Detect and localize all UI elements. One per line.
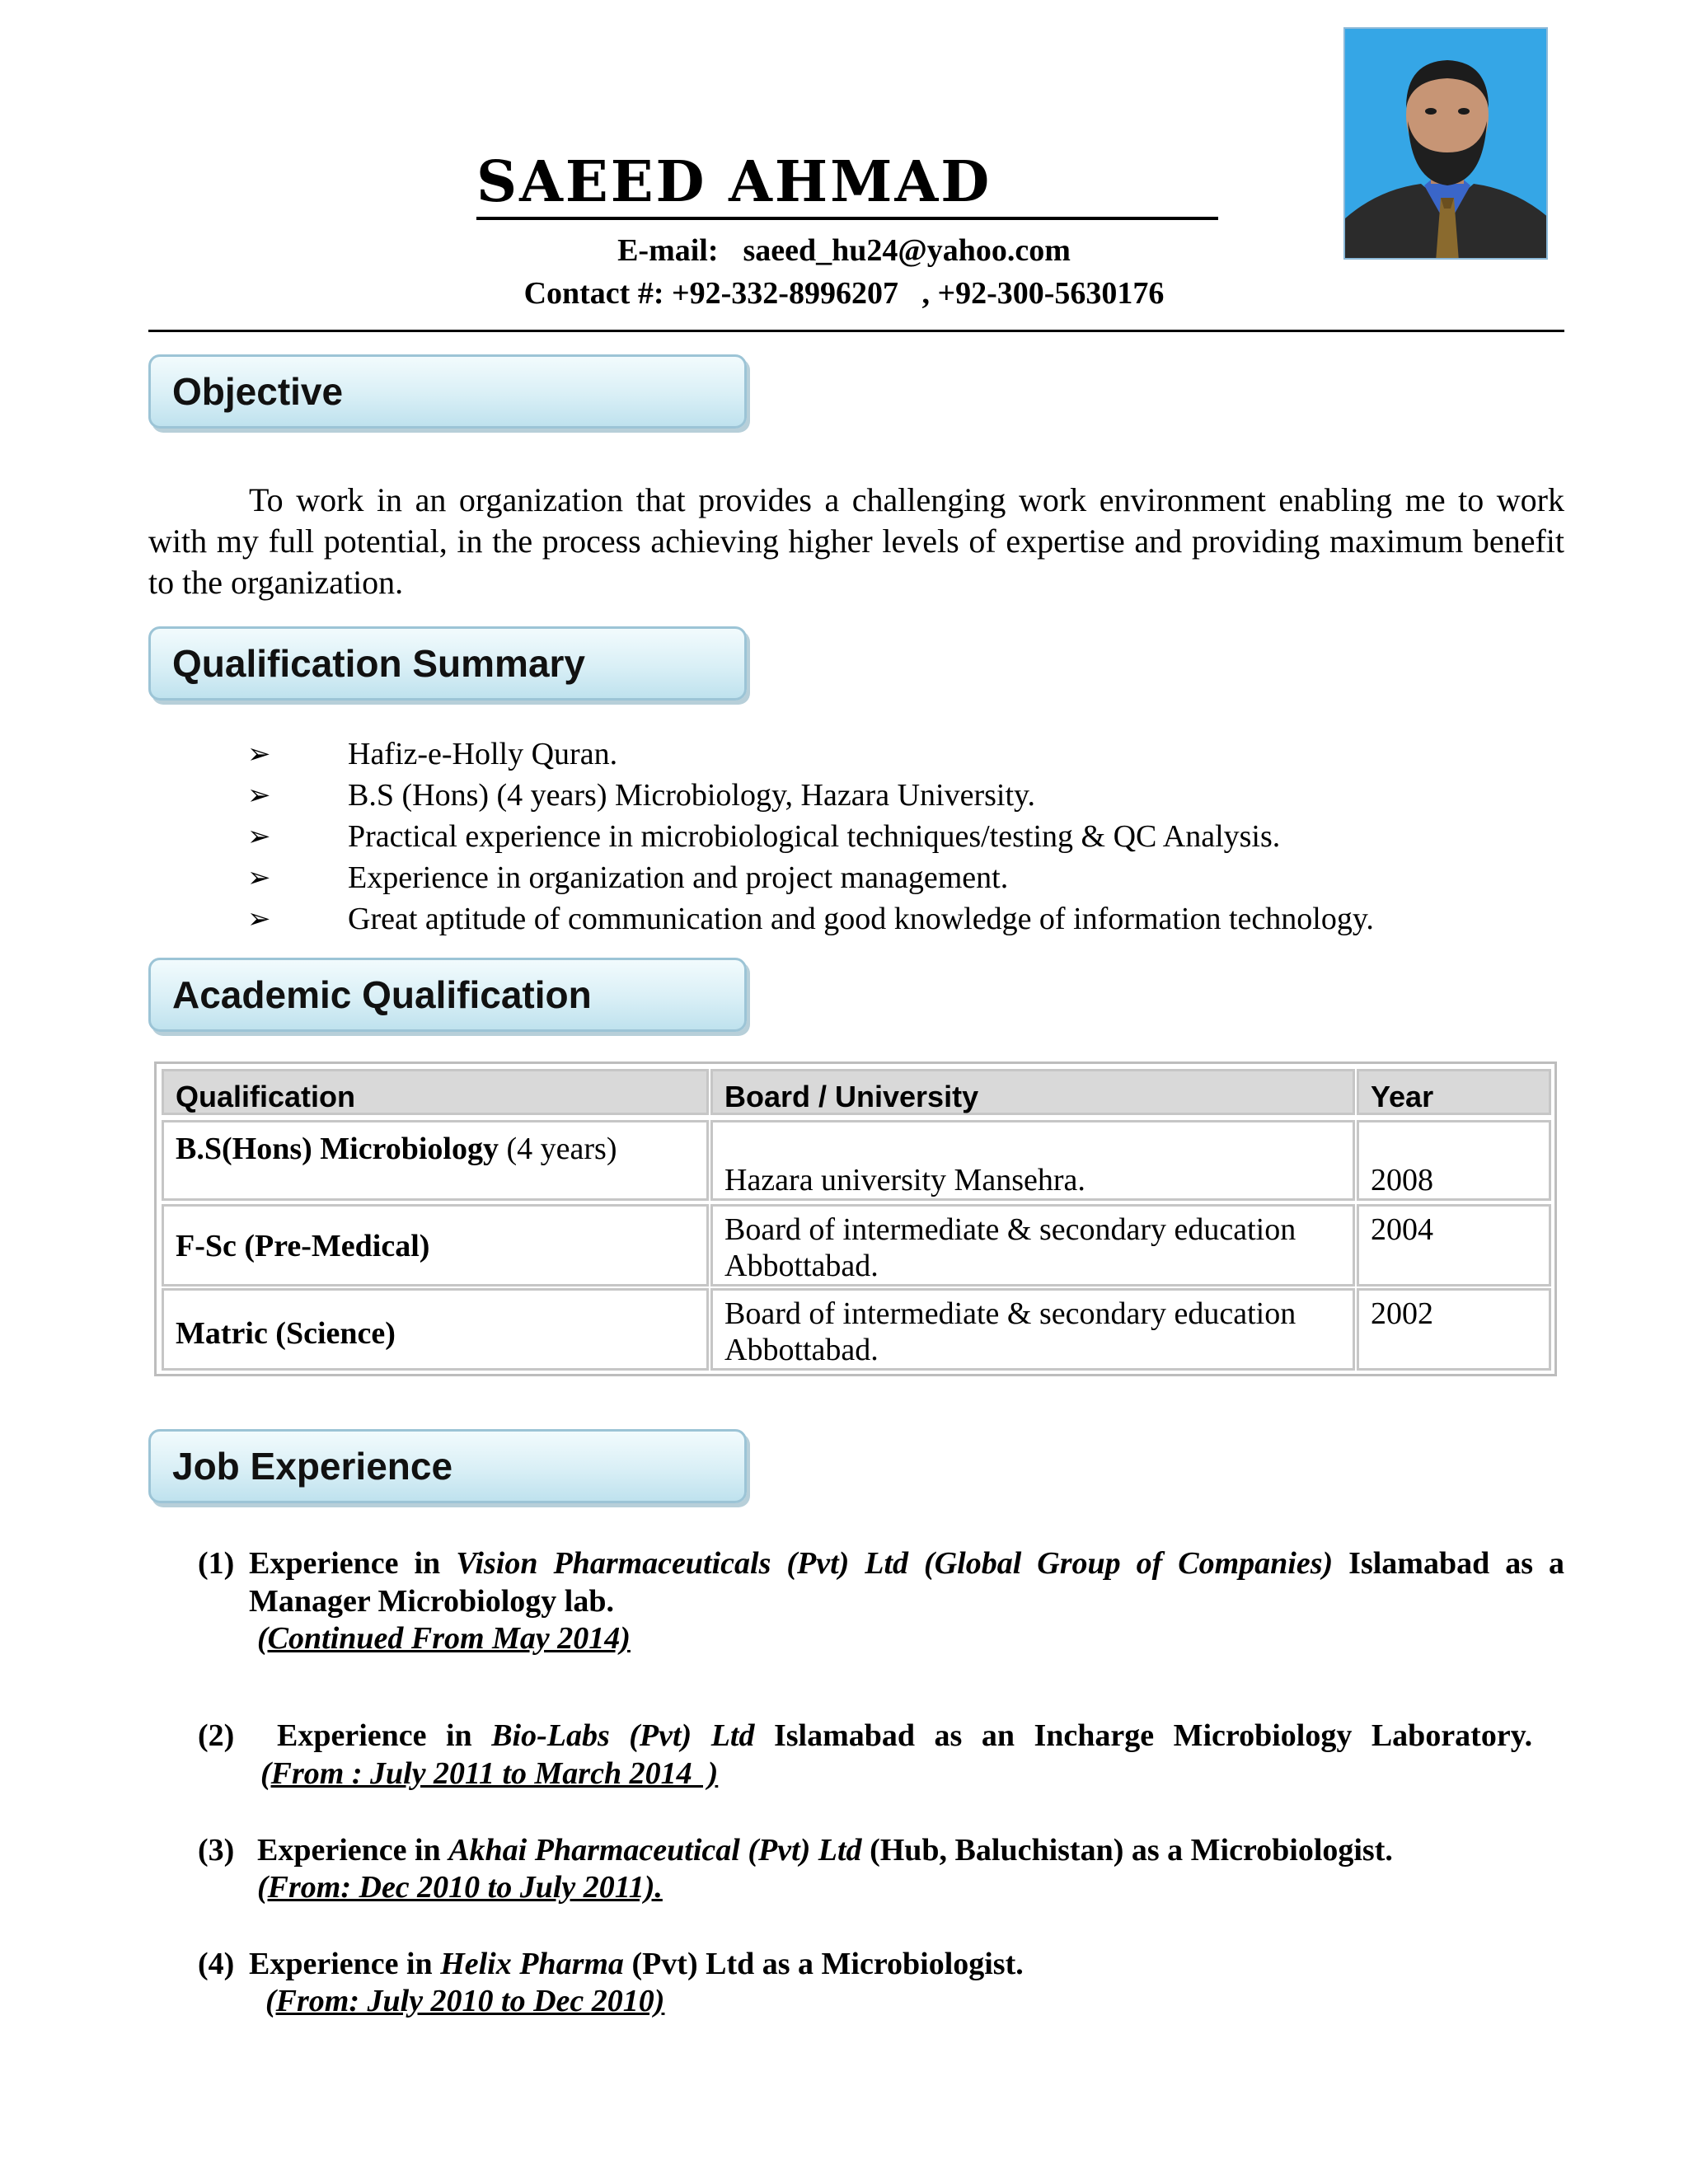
portrait-image — [1345, 29, 1548, 260]
job-role: Islamabad as a Manager Microbiology lab. — [249, 1546, 1564, 1619]
job-dates: (From: Dec 2010 to July 2011). — [257, 1870, 663, 1905]
qualification-summary-list — [247, 733, 1566, 940]
summary-list-item — [247, 898, 1566, 940]
contact-line: Contact #: +92-332-8996207 , +92-300-5630176 — [523, 276, 1165, 311]
table-cell-qualification — [162, 1204, 709, 1286]
job-role: (Hub, Baluchistan) as a Microbiologist. — [861, 1833, 1393, 1868]
job-entry — [198, 1544, 1564, 1627]
arrow-bullet-icon: ➢ — [247, 738, 271, 771]
job-number: (3) — [198, 1833, 235, 1868]
qualification-degree: Matric (Science) — [176, 1316, 396, 1351]
job-company: Vision Pharmaceuticals (Pvt) Ltd (Global Group of Companies) — [456, 1546, 1334, 1581]
table-cell-qualification — [162, 1120, 709, 1201]
job-number: (4) — [198, 1947, 235, 1981]
job-prefix: Experience in — [249, 1947, 441, 1981]
job-company: Bio-Labs (Pvt) Ltd — [491, 1718, 755, 1753]
summary-list-item — [247, 857, 1566, 898]
email-label: E-mail: — [617, 233, 719, 268]
job-company: Helix Pharma — [440, 1947, 624, 1981]
job-number: (2) — [198, 1718, 235, 1753]
section-header-objective: Objective — [148, 354, 747, 429]
table-cell-board: Board of intermediate & secondary education Abbottabad. — [710, 1288, 1355, 1371]
arrow-bullet-icon: ➢ — [247, 820, 271, 853]
table-header-board: Board / University — [710, 1069, 1355, 1115]
section-header-academic-qualification: Academic Qualification — [148, 958, 747, 1032]
job-prefix: Experience in — [277, 1718, 492, 1753]
email-address[interactable]: saeed_hu24@yahoo.com — [743, 233, 1071, 268]
qualification-degree: B.S(Hons) Microbiology — [176, 1132, 499, 1166]
profile-photo — [1343, 27, 1548, 260]
summary-item-text: Great aptitude of communication and good knowledge of information technology. — [348, 902, 1374, 936]
academic-table — [154, 1062, 1557, 1376]
job-prefix: Experience in — [257, 1833, 449, 1868]
section-header-qualification-summary: Qualification Summary — [148, 626, 747, 701]
summary-item-text: Experience in organization and project management. — [348, 860, 1009, 895]
summary-item-text: B.S (Hons) (4 years) Microbiology, Hazara University. — [348, 778, 1036, 813]
job-description — [249, 1544, 1564, 1620]
job-company: Akhai Pharmaceutical (Pvt) Ltd — [448, 1833, 862, 1868]
email-line — [0, 232, 1688, 269]
table-cell-year: 2002 — [1357, 1288, 1551, 1371]
job-number: (1) — [198, 1546, 235, 1581]
job-dates: (Continued From May 2014) — [257, 1621, 631, 1656]
job-entry — [198, 1717, 1564, 1758]
section-header-job-experience: Job Experience — [148, 1429, 747, 1503]
job-role: (Pvt) Ltd as a Microbiologist. — [623, 1947, 1024, 1981]
table-cell-board: Board of intermediate & secondary education Abbottabad. — [710, 1204, 1355, 1286]
job-description — [257, 1831, 1564, 1869]
summary-list-item — [247, 816, 1566, 857]
job-dates: (From : July 2011 to March 2014 ) — [260, 1756, 719, 1791]
table-header-qualification: Qualification — [162, 1069, 709, 1115]
arrow-bullet-icon: ➢ — [247, 902, 271, 935]
table-header-year: Year — [1357, 1069, 1551, 1115]
job-dates: (From: July 2010 to Dec 2010) — [265, 1984, 665, 2018]
job-role: Islamabad as an Incharge Microbiology Laboratory. — [754, 1718, 1533, 1753]
job-description — [249, 1945, 1564, 1983]
qualification-degree: F-Sc (Pre-Medical) — [176, 1229, 430, 1263]
qualification-duration: (4 years) — [499, 1132, 617, 1166]
candidate-name: SAEED AHMAD — [476, 151, 1218, 220]
summary-item-text: Practical experience in microbiological techniques/testing & QC Analysis. — [348, 819, 1281, 854]
job-entry — [198, 1945, 1564, 1986]
objective-paragraph: To work in an organization that provides a challenging work environment enabling me to work with my full potential, in the process achieving higher levels of expertise and providing maximum benefit to the organization. — [148, 481, 1564, 601]
summary-list-item — [247, 733, 1566, 775]
summary-item-text: Hafiz-e-Holly Quran. — [348, 737, 618, 771]
job-prefix: Experience in — [249, 1546, 457, 1581]
table-cell-qualification — [162, 1288, 709, 1371]
job-description — [277, 1717, 1564, 1755]
table-cell-year: 2008 — [1357, 1120, 1551, 1201]
header-divider — [148, 330, 1564, 332]
summary-list-item — [247, 775, 1566, 816]
arrow-bullet-icon: ➢ — [247, 861, 271, 894]
job-entry — [198, 1831, 1564, 1872]
table-cell-year: 2004 — [1357, 1204, 1551, 1286]
arrow-bullet-icon: ➢ — [247, 779, 271, 812]
table-cell-board: Hazara university Mansehra. — [710, 1120, 1355, 1201]
